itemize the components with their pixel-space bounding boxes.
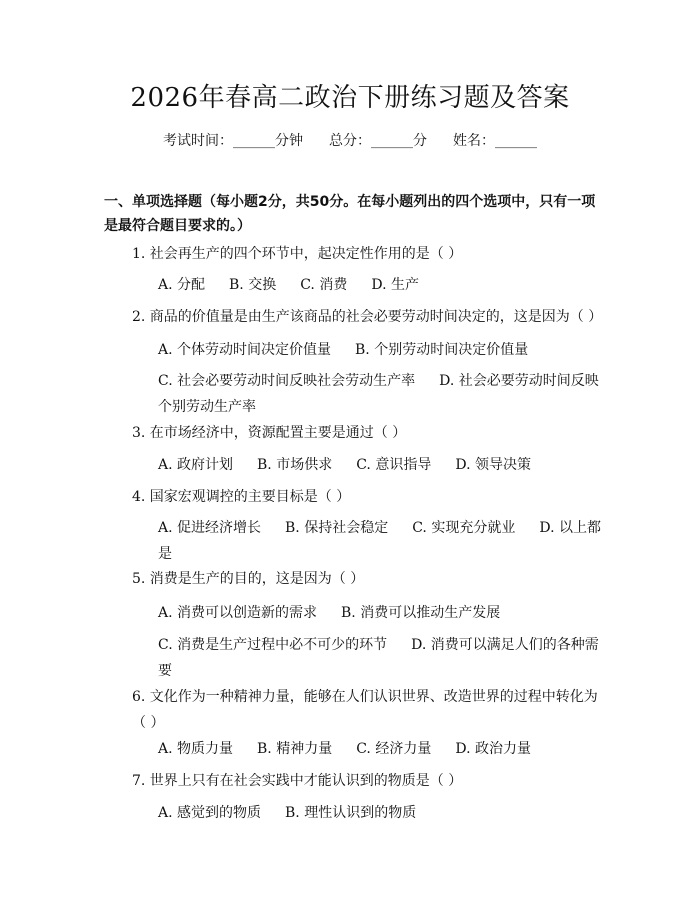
option-b: B. 交换 <box>229 277 277 293</box>
score-label: 总分： <box>329 133 371 149</box>
option-b: B. 个别劳动时间决定价值量 <box>355 342 529 358</box>
question-1-options <box>104 272 602 298</box>
question-5-options-row-1 <box>104 600 602 626</box>
option-d: D. 以上都是 <box>158 520 601 562</box>
score-unit: 分 <box>413 133 427 149</box>
question-5-text: 5. 消费是生产的目的，这是因为（ ） <box>132 571 365 587</box>
question-2-options-row-1 <box>104 337 602 363</box>
question-2-text: 2. 商品的价值量是由生产该商品的社会必要劳动时间决定的，这是因为（ ） <box>132 309 603 325</box>
option-b: B. 市场供求 <box>257 457 333 473</box>
option-a: A. 个体劳动时间决定价值量 <box>158 342 332 358</box>
option-a: A. 物质力量 <box>158 741 234 757</box>
question-6-options <box>104 736 602 762</box>
option-c: C. 经济力量 <box>356 741 432 757</box>
option-a: A. 消费可以创造新的需求 <box>158 605 318 621</box>
option-d: D. 领导决策 <box>455 457 531 473</box>
option-a: A. 促进经济增长 <box>158 520 262 536</box>
name-label: 姓名： <box>453 133 495 149</box>
time-blank: ______ <box>233 133 275 149</box>
option-d: D. 政治力量 <box>455 741 531 757</box>
option-c: C. 社会必要劳动时间反映社会劳动生产率 <box>158 373 416 389</box>
option-d: D. 社会必要劳动时间反映个别劳动生产率 <box>158 373 599 415</box>
option-c: C. 意识指导 <box>356 457 432 473</box>
option-c: C. 消费是生产过程中必不可少的环节 <box>158 637 388 653</box>
option-b: B. 保持社会稳定 <box>285 520 389 536</box>
question-7-options <box>104 800 602 826</box>
question-3-text: 3. 在市场经济中，资源配置主要是通过（ ） <box>132 425 407 441</box>
option-a: A. 分配 <box>158 277 206 293</box>
option-c: C. 实现充分就业 <box>412 520 516 536</box>
question-5-options-row-2 <box>104 632 602 684</box>
option-d: D. 生产 <box>371 277 419 293</box>
exam-meta <box>0 130 700 152</box>
option-d: D. 消费可以满足人们的各种需要 <box>158 637 599 679</box>
option-c: C. 消费 <box>300 277 348 293</box>
question-2-options-row-2 <box>104 368 602 420</box>
option-b: B. 理性认识到的物质 <box>285 805 417 821</box>
question-1-text: 1. 社会再生产的四个环节中，起决定性作用的是（ ） <box>132 246 463 262</box>
score-blank: ______ <box>371 133 413 149</box>
time-unit: 分钟 <box>275 133 303 149</box>
option-b: B. 精神力量 <box>257 741 333 757</box>
section-heading: 一、单项选择题（每小题2分，共50分。在每小题列出的四个选项中，只有一项是最符合题目要求的。） <box>104 194 596 234</box>
question-6-text: 6. 文化作为一种精神力量，能够在人们认识世界、改造世界的过程中转化为（ ） <box>132 689 598 731</box>
question-4-options <box>104 515 602 567</box>
question-7-text: 7. 世界上只有在社会实践中才能认识到的物质是（ ） <box>132 773 463 789</box>
time-label: 考试时间： <box>163 133 233 149</box>
option-a: A. 政府计划 <box>158 457 234 473</box>
name-blank: ______ <box>495 133 537 149</box>
question-3-options <box>104 452 602 478</box>
option-a: A. 感觉到的物质 <box>158 805 262 821</box>
question-4-text: 4. 国家宏观调控的主要目标是（ ） <box>132 489 351 505</box>
page-title: 2026年春高二政治下册练习题及答案 <box>130 83 570 113</box>
option-b: B. 消费可以推动生产发展 <box>341 605 501 621</box>
